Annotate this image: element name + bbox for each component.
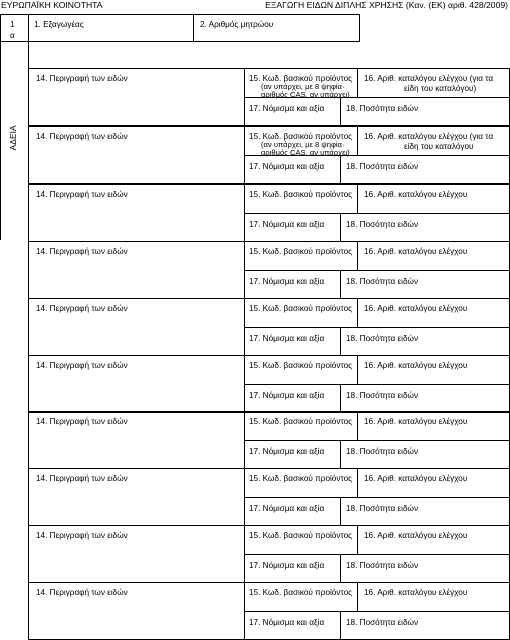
description-label: 14. Περιγραφή των ειδών	[36, 531, 128, 540]
product-code-label: 15. Κωδ. βασικού προϊόντος	[249, 132, 353, 141]
row-midline	[244, 554, 509, 555]
product-code-label: 15. Κωδ. βασικού προϊόντος	[249, 247, 353, 256]
control-list-note: είδη του καταλόγου)	[404, 84, 477, 93]
description-label: 14. Περιγραφή των ειδών	[36, 474, 128, 483]
product-code-label: 15. Κωδ. βασικού προϊόντος	[249, 417, 353, 426]
currency-value-label: 17. Νόμισμα και αξία	[249, 447, 325, 456]
currency-value-label: 17. Νόμισμα και αξία	[249, 618, 325, 627]
product-code-label: 15. Κωδ. βασικού προϊόντος	[249, 588, 353, 597]
currency-value-label: 17. Νόμισμα και αξία	[249, 162, 325, 171]
row-midline	[244, 611, 509, 612]
quantity-label: 18. Ποσότητα ειδών	[346, 561, 419, 570]
row-divider-value	[340, 213, 341, 242]
product-code-label: 15. Κωδ. βασικού προϊόντος	[249, 474, 353, 483]
box-number: 1	[10, 20, 15, 29]
licence-side-label: ΑΔΕΙΑ	[8, 125, 19, 151]
row-midline	[244, 384, 509, 385]
row-divider-value	[340, 497, 341, 526]
row-midline	[244, 497, 509, 498]
row-midline	[244, 440, 509, 441]
row-midline	[244, 327, 509, 328]
quantity-label: 18. Ποσότητα ειδών	[346, 391, 419, 400]
product-code-label: 15. Κωδ. βασικού προϊόντος	[249, 304, 353, 313]
box-letter: α	[10, 31, 15, 40]
control-list-label: 16. Αριθ. καταλόγου ελέγχου	[364, 531, 468, 540]
licence-left-border	[0, 42, 1, 240]
description-label: 14. Περιγραφή των ειδών	[36, 417, 128, 426]
currency-value-label: 17. Νόμισμα και αξία	[249, 277, 325, 286]
row-divider-code	[357, 468, 358, 497]
control-list-label: 16. Αριθ. καταλόγου ελέγχου (για τα	[364, 132, 494, 141]
row-divider-code	[357, 355, 358, 384]
row-divider-code	[357, 582, 358, 611]
product-code-note-1: (αν υπάρχει, με 8 ψηφία·	[261, 140, 345, 149]
row-divider-code	[357, 68, 358, 97]
row-divider-code	[357, 184, 358, 213]
product-code-note-2: αριθμός CAS, αν υπάρχει)	[261, 90, 350, 99]
exporter-label: 1. Εξαγωγέας	[34, 20, 84, 29]
quantity-label: 18. Ποσότητα ειδών	[346, 504, 419, 513]
row-divider-code	[357, 126, 358, 155]
description-label: 14. Περιγραφή των ειδών	[36, 74, 128, 83]
control-list-label: 16. Αριθ. καταλόγου ελέγχου	[364, 304, 468, 313]
product-code-label: 15. Κωδ. βασικού προϊόντος	[249, 74, 353, 83]
row-divider-value	[340, 611, 341, 640]
row-divider-value	[340, 440, 341, 469]
row-midline	[244, 213, 509, 214]
row-divider-code	[357, 298, 358, 327]
row-midline	[244, 270, 509, 271]
product-code-label: 15. Κωδ. βασικού προϊόντος	[249, 531, 353, 540]
description-label: 14. Περιγραφή των ειδών	[36, 247, 128, 256]
regulation-title: ΕΞΑΓΩΓΗ ΕΙΔΩΝ ΔΙΠΛΗΣ ΧΡΗΣΗΣ (Καν. (ΕΚ) αριθ. 428/2009)	[265, 0, 508, 10]
row-divider-value	[340, 384, 341, 413]
quantity-label: 18. Ποσότητα ειδών	[346, 447, 419, 456]
product-code-label: 15. Κωδ. βασικού προϊόντος	[249, 361, 353, 370]
control-list-label: 16. Αριθ. καταλόγου ελέγχου	[364, 588, 468, 597]
quantity-label: 18. Ποσότητα ειδών	[346, 104, 419, 113]
row-divider-value	[340, 270, 341, 299]
control-list-label: 16. Αριθ. καταλόγου ελέγχου	[364, 417, 468, 426]
control-list-label: 16. Αριθ. καταλόγου ελέγχου (για τα	[364, 74, 494, 83]
row-divider-value	[340, 155, 341, 184]
currency-value-label: 17. Νόμισμα και αξία	[249, 504, 325, 513]
exporter-field[interactable]	[29, 15, 192, 41]
description-label: 14. Περιγραφή των ειδών	[36, 361, 128, 370]
description-label: 14. Περιγραφή των ειδών	[36, 132, 128, 141]
currency-value-label: 17. Νόμισμα και αξία	[249, 561, 325, 570]
description-label: 14. Περιγραφή των ειδών	[36, 588, 128, 597]
product-code-label: 15. Κωδ. βασικού προϊόντος	[249, 190, 353, 199]
control-list-note: είδη του καταλόγου	[404, 142, 474, 151]
product-code-note-2: αριθμός CAS, αν υπάρχει)	[261, 148, 350, 157]
row-divider-code	[357, 241, 358, 270]
quantity-label: 18. Ποσότητα ειδών	[346, 618, 419, 627]
quantity-label: 18. Ποσότητα ειδών	[346, 162, 419, 171]
row-divider-value	[340, 554, 341, 583]
registry-number-field[interactable]	[194, 15, 359, 41]
community-title: ΕΥΡΩΠΑΪΚΗ ΚΟΙΝΟΤΗΤΑ	[1, 0, 103, 10]
currency-value-label: 17. Νόμισμα και αξία	[249, 334, 325, 343]
control-list-label: 16. Αριθ. καταλόγου ελέγχου	[364, 361, 468, 370]
quantity-label: 18. Ποσότητα ειδών	[346, 220, 419, 229]
row-divider-code	[357, 411, 358, 440]
row-divider-code	[357, 525, 358, 554]
registry-number-label: 2. Αριθμός μητρώου	[200, 20, 274, 29]
quantity-label: 18. Ποσότητα ειδών	[346, 277, 419, 286]
row-divider-value	[340, 327, 341, 356]
control-list-label: 16. Αριθ. καταλόγου ελέγχου	[364, 247, 468, 256]
currency-value-label: 17. Νόμισμα και αξία	[249, 220, 325, 229]
quantity-label: 18. Ποσότητα ειδών	[346, 334, 419, 343]
currency-value-label: 17. Νόμισμα και αξία	[249, 391, 325, 400]
row-divider-value	[340, 97, 341, 126]
control-list-label: 16. Αριθ. καταλόγου ελέγχου	[364, 190, 468, 199]
description-label: 14. Περιγραφή των ειδών	[36, 190, 128, 199]
product-code-note-1: (αν υπάρχει, με 8 ψηφία·	[261, 82, 345, 91]
control-list-label: 16. Αριθ. καταλόγου ελέγχου	[364, 474, 468, 483]
description-label: 14. Περιγραφή των ειδών	[36, 304, 128, 313]
currency-value-label: 17. Νόμισμα και αξία	[249, 104, 325, 113]
